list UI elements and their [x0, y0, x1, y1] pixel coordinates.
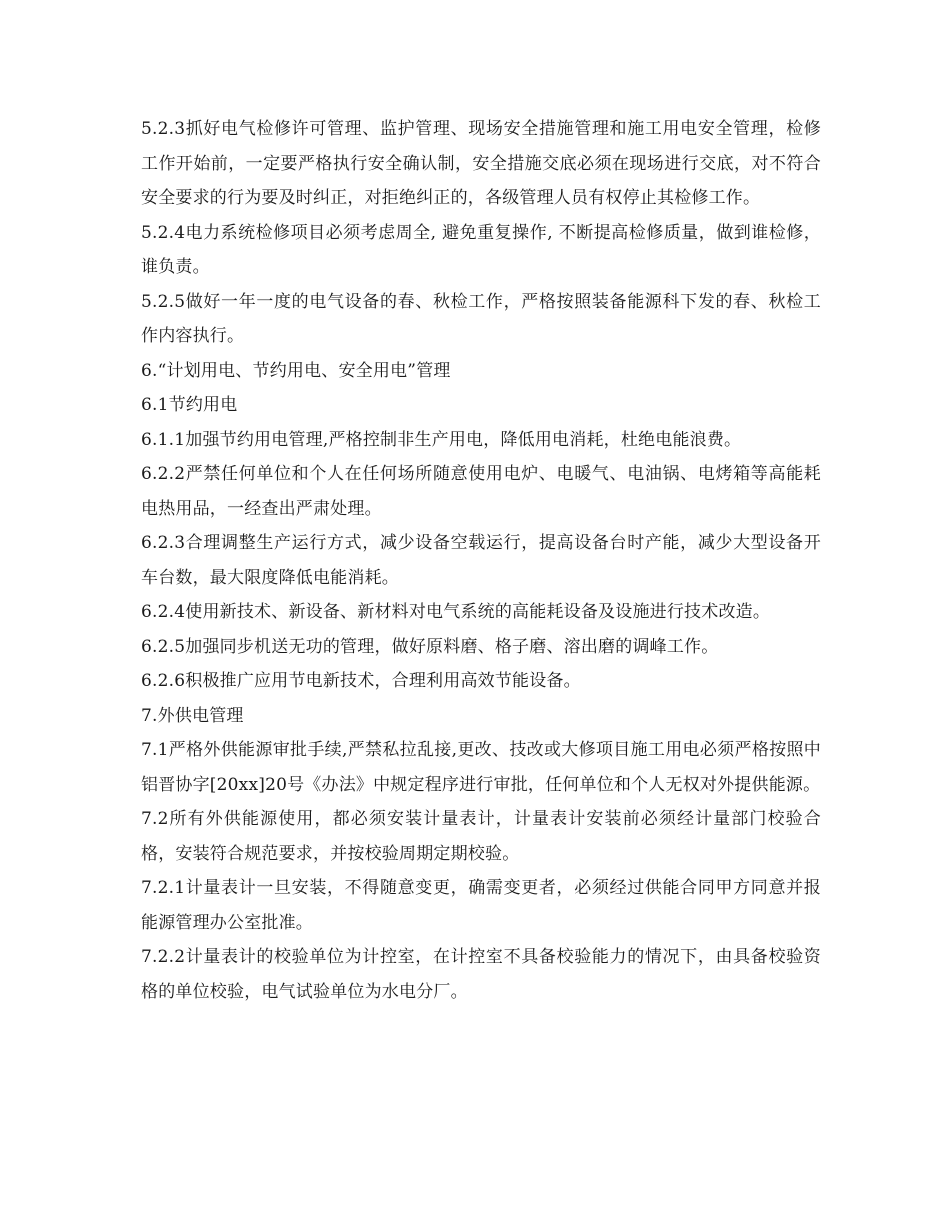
- section-heading-6-1: 6.1节约用电: [141, 395, 238, 415]
- paragraph-5-2-3: 5.2.3抓好电气检修许可管理、监护管理、现场安全措施管理和施工用电安全管理，检修工作开始前，一定要严格执行安全确认制，安全措施交底必须在现场进行交底，对不符合安全要求的行为要及时纠正，对拒绝纠正的，各级管理人员有权停止其检修工作。: [141, 119, 821, 208]
- document-body: [141, 112, 821, 1009]
- paragraph-7-1: 7.1严格外供能源审批手续,严禁私拉乱接,更改、技改或大修项目施工用电必须严格按照中铝晋协字[20xx]20号《办法》中规定程序进行审批，任何单位和个人无权对外提供能源。: [141, 740, 821, 795]
- section-heading-7: 7.外供电管理: [141, 705, 244, 726]
- paragraph-5-2-5: 5.2.5做好一年一度的电气设备的春、秋检工作，严格按照装备能源科下发的春、秋检工作内容执行。: [141, 291, 821, 346]
- paragraph-5-2-4: 5.2.4电力系统检修项目必须考虑周全, 避免重复操作, 不断提高检修质量，做到谁检修，谁负责。: [141, 222, 821, 277]
- paragraph-7-2: 7.2所有外供能源使用，都必须安装计量表计，计量表计安装前必须经计量部门校验合格，安装符合规范要求，并按校验周期定期校验。: [141, 809, 821, 864]
- paragraph-6-2-3: 6.2.3合理调整生产运行方式，减少设备空载运行，提高设备台时产能，减少大型设备开车台数，最大限度降低电能消耗。: [141, 533, 821, 588]
- paragraph-6-2-6: 6.2.6积极推广应用节电新技术，合理利用高效节能设备。: [141, 671, 581, 691]
- section-heading-6: 6.“计划用电、节约用电、安全用电”管理: [141, 360, 451, 381]
- paragraph-6-1-1: 6.1.1加强节约用电管理,严格控制非生产用电，降低用电消耗，杜绝电能浪费。: [141, 429, 742, 450]
- paragraph-7-2-2: 7.2.2计量表计的校验单位为计控室，在计控室不具备校验能力的情况下，由具备校验资格的单位校验，电气试验单位为水电分厂。: [141, 947, 821, 1002]
- paragraph-6-2-2: 6.2.2严禁任何单位和个人在任何场所随意使用电炉、电暖气、电油锅、电烤箱等高能耗电热用品，一经查出严肃处理。: [141, 464, 821, 519]
- paragraph-7-2-1: 7.2.1计量表计一旦安装，不得随意变更，确需变更者，必须经过供能合同甲方同意并报能源管理办公室批准。: [141, 878, 821, 933]
- paragraph-6-2-5: 6.2.5加强同步机送无功的管理，做好原料磨、格子磨、溶出磨的调峰工作。: [141, 636, 719, 657]
- paragraph-6-2-4: 6.2.4使用新技术、新设备、新材料对电气系统的高能耗设备及设施进行技术改造。: [141, 602, 771, 622]
